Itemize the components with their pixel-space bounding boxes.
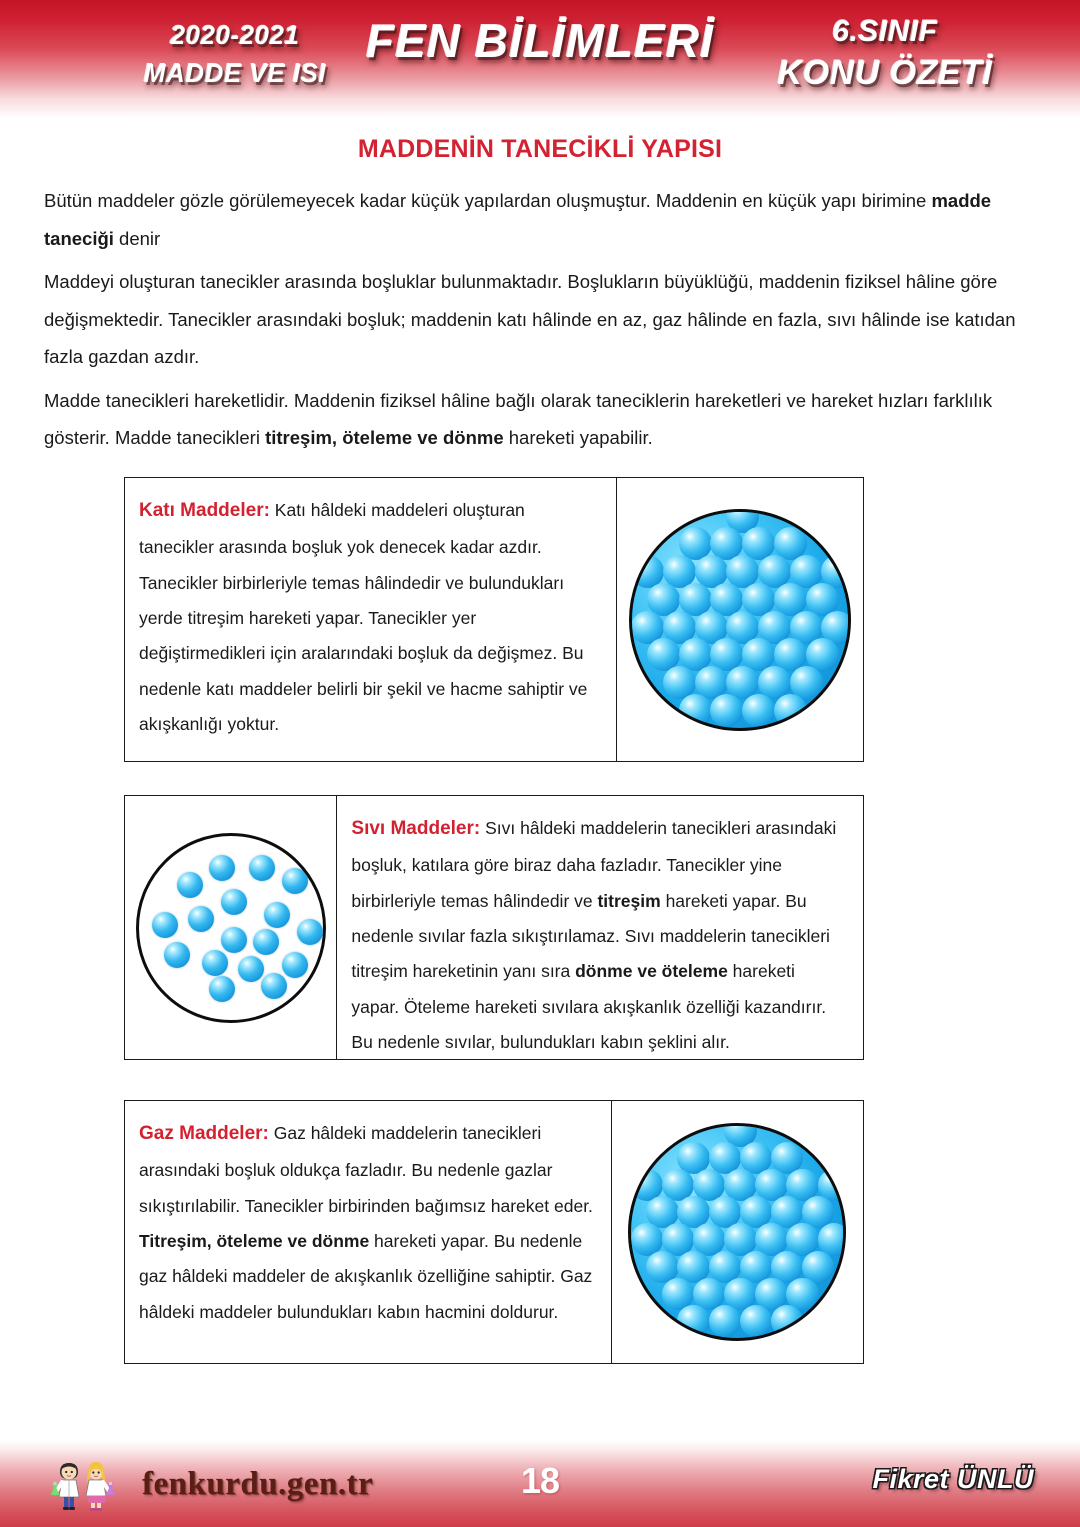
- particle: [238, 956, 264, 982]
- particle: [253, 929, 279, 955]
- page-title: MADDENİN TANECİKLİ YAPISI: [357, 135, 723, 163]
- header-year: 2020-2021: [170, 20, 300, 50]
- particle: [209, 855, 235, 881]
- gas-description-cell: [125, 1101, 611, 1363]
- particle: [164, 942, 190, 968]
- intro-p1-text-b: denir: [113, 227, 161, 249]
- header-grade: 6.SINIF: [832, 15, 938, 48]
- header-center-block: [340, 14, 740, 68]
- solid-description-cell: [125, 478, 616, 761]
- liquid-bold-2: dönme ve öteleme: [575, 961, 728, 982]
- gas-state-box: [124, 1100, 864, 1364]
- solid-particles-diagram: [629, 509, 851, 731]
- particle: [188, 906, 214, 932]
- gas-text-a: Gaz hâldeki maddelerin tanecikleri arasındaki boşluk oldukça fazladır. Bu nedenle gazlar sıkıştırılabilir. Tanecikler birbirinden bağımsız hareket eder.: [139, 1123, 593, 1216]
- particle: [709, 1305, 741, 1337]
- liquid-bold-1: titreşim: [597, 890, 661, 911]
- particle: [677, 1305, 709, 1337]
- intro-p3-bold: titreşim, öteleme ve dönme: [265, 427, 504, 449]
- liquid-description-cell: [337, 796, 863, 1059]
- intro-p1-bold: madde taneciği: [44, 190, 992, 249]
- intro-paragraph-2: Maddeyi oluşturan tanecikler arasında boşluklar bulunmaktadır. Boşlukların büyüklüğü, maddenin fiziksel hâline göre değişmektedir. Tanecikler arasındaki boşluk; maddenin katı hâlinde en az, gaz hâlinde en fazla, sıvı hâlinde ise katıdan fazla gazdan azdır.: [44, 271, 1016, 368]
- header-doc-type: KONU ÖZETİ: [777, 54, 993, 93]
- liquid-particles-diagram: [136, 833, 326, 1023]
- intro-p3-text-a: Madde tanecikleri hareketlidir. Maddenin fiziksel hâline bağlı olarak taneciklerin hareketleri ve hareket hızları farklılık gösterir. Madde tanecikleri: [44, 389, 993, 449]
- liquid-text-b: hareketi yapar. Bu nedenle sıvılar fazla sıkıştırılamaz. Sıvı maddelerin tanecikleri titreşim hareketinin yanı sıra: [351, 890, 830, 982]
- particle: [771, 1305, 803, 1337]
- particle: [710, 694, 743, 727]
- solid-figure-cell: [616, 478, 863, 761]
- solid-state-box: [124, 477, 864, 762]
- intro-p3-text-b: hareketi yapabilir.: [503, 427, 653, 449]
- particle: [261, 973, 287, 999]
- particle: [679, 694, 712, 727]
- liquid-text-a: Sıvı hâldeki maddelerin tanecikleri arasındaki boşluk, katılara göre biraz daha fazladır. Tanecikler yine birbirleriyle temas hâlindedir ve: [351, 818, 837, 911]
- particle: [249, 855, 275, 881]
- particle: [152, 912, 178, 938]
- gas-text-b: hareketi yapar. Bu nedenle gaz hâldeki maddeler de akışkanlık özelliğine sahiptir. Gaz hâldeki maddeler bulundukları kabın hacmini doldurur.: [139, 1231, 593, 1322]
- gas-bold-1: Titreşim, öteleme ve dönme: [139, 1231, 370, 1252]
- gas-label: Gaz Maddeler:: [139, 1123, 269, 1144]
- header-right-block: [735, 14, 1035, 94]
- particle: [742, 694, 775, 727]
- page-footer: [0, 1440, 1080, 1527]
- footer-page-number: 18: [520, 1460, 560, 1501]
- particle: [264, 902, 290, 928]
- liquid-label: Sıvı Maddeler:: [351, 818, 481, 839]
- intro-text-block: [0, 182, 1080, 457]
- particle: [774, 694, 807, 727]
- footer-site-name[interactable]: fenkurdu.gen.tr: [142, 1465, 374, 1502]
- solid-label: Katı Maddeler:: [139, 500, 270, 521]
- intro-p1-text-a: Bütün maddeler gözle görülemeyecek kadar küçük yapılardan oluşmuştur. Maddenin en küçük yapı birimine: [44, 190, 932, 211]
- particle: [221, 927, 247, 953]
- intro-paragraph-1: [44, 182, 1036, 257]
- particle: [221, 889, 247, 915]
- particle: [740, 1305, 772, 1337]
- particle: [209, 976, 235, 1002]
- particle: [177, 872, 203, 898]
- particle: [297, 919, 323, 945]
- particle: [202, 950, 228, 976]
- page-header-banner: [0, 0, 1080, 118]
- particle: [282, 952, 308, 978]
- header-unit: MADDE VE ISI: [143, 57, 327, 88]
- gas-figure-cell: [611, 1101, 863, 1363]
- gas-particles-diagram: [628, 1123, 846, 1341]
- particle: [282, 868, 308, 894]
- liquid-figure-cell: [125, 796, 337, 1059]
- liquid-text-c: hareketi yapar. Öteleme hareketi sıvılara akışkanlık özelliği kazandırır. Bu nedenle sıvılar, bulundukları kabın şeklini alır.: [351, 961, 827, 1053]
- header-subject: FEN BİLİMLERİ: [366, 15, 714, 67]
- solid-text: Katı hâldeki maddeleri oluşturan tanecikler arasında boşluk yok denecek kadar azdır. Tanecikler birbirleriyle temas hâlindedir ve bulundukları yerde titreşim hareketi yapar. Tanecikler yer değiştirmedikleri için aralarındaki boşluk da değişmez. Bu nedenle katı maddeler belirli bir şekil ve hacme sahiptir ve akışkanlığı yoktur.: [139, 500, 588, 735]
- liquid-state-box: [124, 795, 864, 1060]
- footer-author: Fikret ÜNLÜ: [872, 1464, 1034, 1494]
- intro-paragraph-3: [44, 382, 1036, 457]
